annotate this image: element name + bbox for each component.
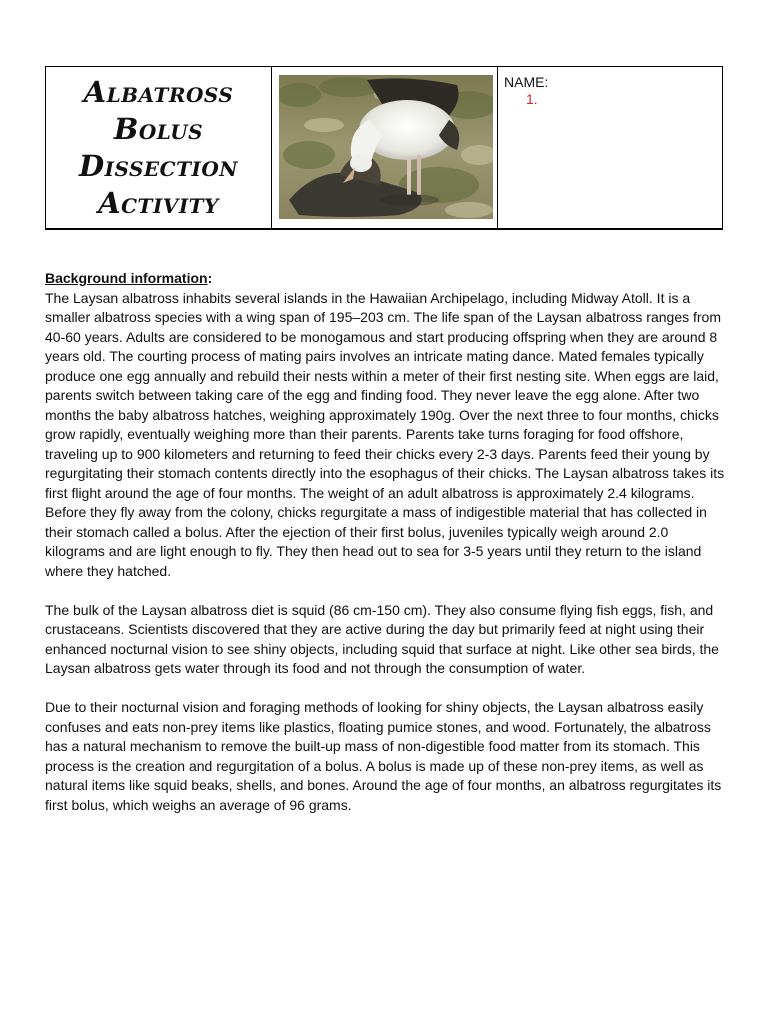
- header-table: [45, 66, 723, 230]
- albatross-photo: [279, 75, 493, 219]
- background-heading-colon: :: [207, 270, 213, 286]
- paragraph-3: Due to their nocturnal vision and foraging methods of looking for shiny objects, the Laysan albatross easily confuses and eats non-prey items like plastics, floating pumice stones, and wood. Fortunately, the albatross has a natural mechanism to remove the built-up mass of non-digestible food matter from its stomach. This process is the creation and regurgitation of a bolus. A bolus is made up of these non-prey items, as well as natural items like squid beaks, shells, and bones. Around the age of four months, an albatross regurgitates its first bolus, which weighs an average of 96 grams.: [45, 699, 722, 813]
- paragraph-2: The bulk of the Laysan albatross diet is squid (86 cm-150 cm). They also consume flying fish eggs, fish, and crustaceans. Scientists discovered that they are active during the day but primarily feed at night using their enhanced nocturnal vision to see shiny objects, including squid that surface at night. Like other sea birds, the Laysan albatross gets water through its food and not through the consumption of water.: [45, 601, 719, 676]
- paragraph-1: The Laysan albatross inhabits several islands in the Hawaiian Archipelago, including Midway Atoll. It is a smaller albatross species with a wing span of 195–203 cm. The life span of the Laysan albatross ranges from 40-60 years. Adults are considered to be monogamous and start producing offspring when they are around 8 years old. The courting process of mating pairs involves an intricate mating dance. Mated females typically produce one egg annually and rebuild their nests within a meter of their first nesting site. When eggs are laid, parents switch between taking care of the egg and finding food. They never leave the egg alone. After two months the baby albatross hatches, weighing approximately 190g. Over the next three to four months, chicks grow rapidly, eventually weighing more than their parents. Parents take turns foraging for food offshore, traveling up to 900 kilometers and returning to feed their chicks every 2-3 days. Parents feed their young by regurgitating their stomach contents directly into the esophagus of their chicks. The Laysan albatross takes its first flight around the age of four months. The weight of an adult albatross is approximately 2.4 kilograms. Before they fly away from the colony, chicks regurgitate a mass of indigestible material that has collected in their stomach called a bolus. After the ejection of their first bolus, juveniles typically weigh around 2.0 kilograms and are light enough to fly. They then head out to sea for 3-5 years until they return to the island where they hatched.: [45, 289, 725, 579]
- name-list-item-1[interactable]: 1.: [526, 91, 538, 107]
- background-heading: Background information: [45, 270, 208, 286]
- background-heading-line: [45, 269, 725, 289]
- background-section: [45, 269, 725, 835]
- title-cell: [46, 67, 272, 228]
- page-title: Albatross Bolus Dissection Activity: [78, 74, 239, 220]
- photo-cell: [272, 67, 498, 228]
- name-label: NAME:: [504, 74, 549, 90]
- name-cell: [498, 67, 722, 228]
- albatross-photo-image: [279, 75, 493, 219]
